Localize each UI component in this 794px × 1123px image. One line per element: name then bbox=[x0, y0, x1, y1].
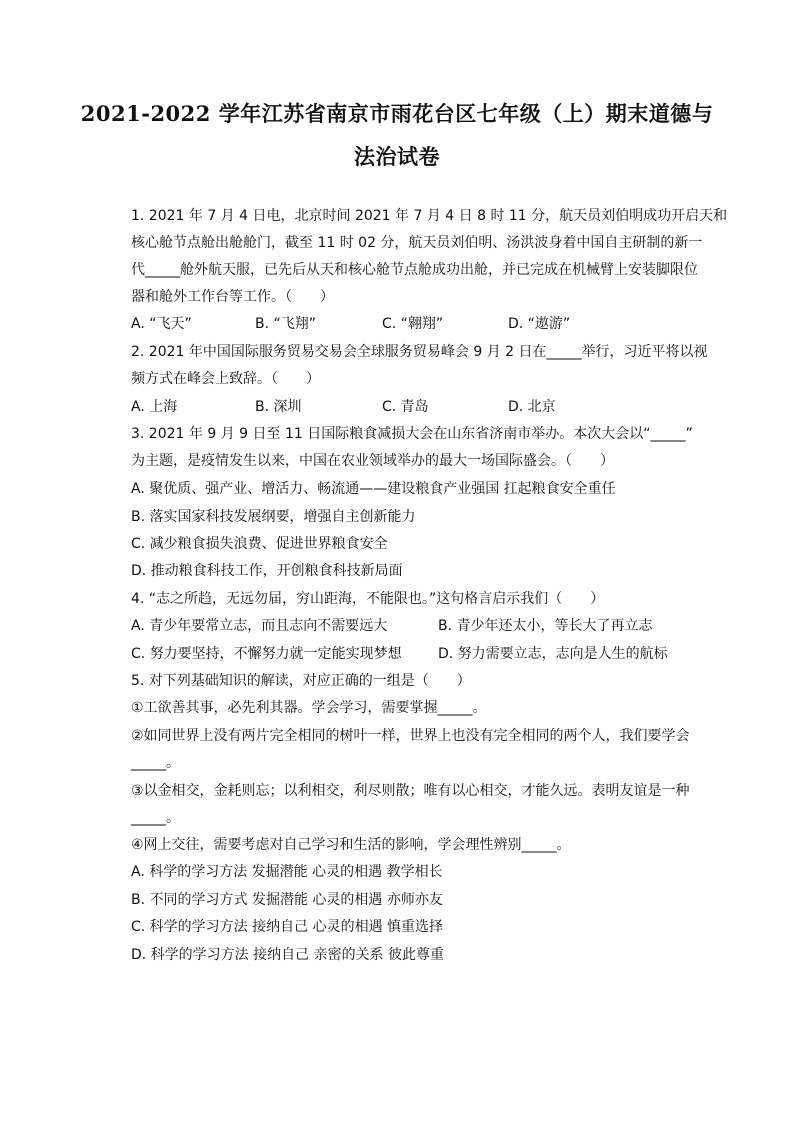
question-1-option-b: B. “飞翔” bbox=[255, 316, 317, 332]
question-1-option-d: D. “遨游” bbox=[508, 316, 571, 332]
question-1-option-c: C. “翱翔” bbox=[382, 316, 444, 332]
question-1-text-line-3: 代_____舱外航天服，已先后从天和核心舱节点舱成功出舱，并已完成在机械臂上安装脚限位 bbox=[131, 262, 698, 278]
question-1-option-a: A. “飞天” bbox=[131, 316, 192, 332]
question-2-option-c: C. 青岛 bbox=[382, 399, 429, 415]
question-5-statement-2-line-2: _____。 bbox=[131, 755, 180, 771]
question-3-option-a: A. 聚优质、强产业、增活力、畅流通——建设粮食产业强国 扛起粮食安全重任 bbox=[131, 481, 616, 497]
question-5-option-c: C. 科学的学习方法 接纳自己 心灵的相遇 慎重选择 bbox=[131, 919, 444, 935]
exam-title-line-1: 2021-2022 学年江苏省南京市雨花台区七年级（上）期末道德与 bbox=[80, 101, 714, 126]
question-2-option-b: B. 深圳 bbox=[255, 399, 302, 415]
question-4-option-a: A. 青少年要常立志，而且志向不需要远大 bbox=[131, 618, 388, 634]
question-5-statement-3-line-1: ③以金相交，金耗则忘；以利相交，利尽则散；唯有以心相交，才能久远。表明友谊是一种 bbox=[131, 783, 690, 799]
question-5-statement-4: ④网上交往，需要考虑对自己学习和生活的影响，学会理性辨别_____。 bbox=[131, 837, 571, 853]
question-3-text-line-2: 为主题，是疫情发生以来，中国在农业领域举办的最大一场国际盛会。（ ） bbox=[131, 453, 614, 469]
question-2-text-line-2: 频方式在峰会上致辞。（ ） bbox=[131, 371, 320, 387]
question-4-text-line-1: 4. “志之所趋，无远勿届，穷山距海，不能限也。”这句格言启示我们（ ） bbox=[131, 591, 605, 607]
exam-title-line-2: 法治试卷 bbox=[354, 144, 440, 169]
question-2-option-d: D. 北京 bbox=[508, 399, 556, 415]
question-5-statement-2-line-1: ②如同世界上没有两片完全相同的树叶一样，世界上也没有完全相同的两个人，我们要学会 bbox=[131, 728, 690, 744]
question-1-text-line-4: 器和舱外工作台等工作。（ ） bbox=[131, 289, 334, 305]
question-3-option-b: B. 落实国家科技发展纲要，增强自主创新能力 bbox=[131, 509, 416, 525]
question-3-option-c: C. 减少粮食损失浪费、促进世界粮食安全 bbox=[131, 536, 388, 552]
question-3-option-d: D. 推动粮食科技工作，开创粮食科技新局面 bbox=[131, 563, 403, 579]
question-5-option-a: A. 科学的学习方法 发掘潜能 心灵的相遇 教学相长 bbox=[131, 864, 443, 880]
question-5-statement-1: ①工欲善其事，必先利其器。学会学习，需要掌握_____。 bbox=[131, 700, 487, 716]
question-2-option-a: A. 上海 bbox=[131, 399, 178, 415]
question-4-option-c: C. 努力要坚持，不懈努力就一定能实现梦想 bbox=[131, 646, 402, 662]
question-1-text-line-2: 核心舱节点舱出舱舱门，截至 11 时 02 分，航天员刘伯明、汤洪波身着中国自主研制的新一 bbox=[131, 235, 703, 251]
question-1-text-line-1: 1. 2021 年 7 月 4 日电，北京时间 2021 年 7 月 4 日 8 时 11 分，航天员刘伯明成功开启天和 bbox=[131, 208, 728, 224]
question-4-option-d: D. 努力需要立志，志向是人生的航标 bbox=[438, 646, 668, 662]
question-5-option-b: B. 不同的学习方式 发掘潜能 心灵的相遇 亦师亦友 bbox=[131, 892, 443, 908]
question-5-option-d: D. 科学的学习方法 接纳自己 亲密的关系 彼此尊重 bbox=[131, 947, 445, 963]
question-4-option-b: B. 青少年还太小，等长大了再立志 bbox=[438, 618, 653, 634]
question-2-text-line-1: 2. 2021 年中国国际服务贸易交易会全球服务贸易峰会 9 月 2 日在_____举行，习近平将以视 bbox=[131, 344, 708, 360]
question-3-text-line-1: 3. 2021 年 9 月 9 日至 11 日国际粮食减损大会在山东省济南市举办。本次大会以“_____” bbox=[131, 426, 693, 442]
question-5-statement-3-line-2: _____。 bbox=[131, 810, 180, 826]
question-5-text-line-1: 5. 对下列基础知识的解读，对应正确的一组是（ ） bbox=[131, 673, 471, 689]
